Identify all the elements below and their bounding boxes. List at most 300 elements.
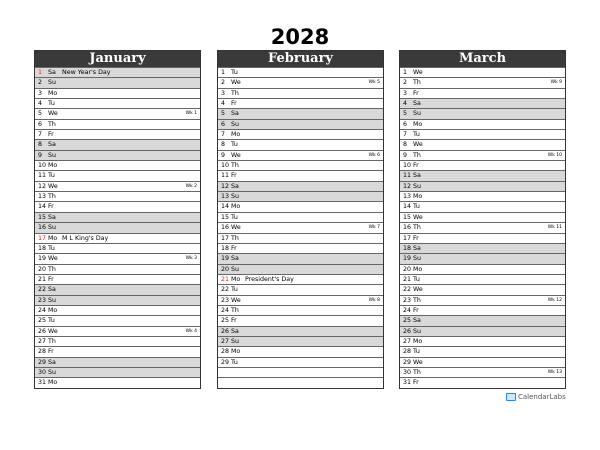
week-number: Wk 7: [368, 225, 380, 231]
day-row: [35, 170, 200, 180]
weekday: Th: [231, 234, 239, 242]
day-number: 9: [221, 151, 226, 159]
weekday: Th: [231, 162, 239, 170]
day-number: 14: [403, 203, 412, 211]
day-number: 13: [221, 193, 230, 201]
day-number: 10: [38, 162, 47, 170]
day-number: 5: [403, 110, 408, 118]
weekday: Su: [413, 255, 421, 263]
day-row: [35, 326, 200, 336]
weekday: Su: [413, 327, 421, 335]
day-row: [400, 284, 565, 294]
day-number: 4: [403, 100, 408, 108]
day-number: 20: [221, 265, 230, 273]
day-number: 13: [403, 193, 412, 201]
weekday: Tu: [413, 275, 420, 283]
day-number: 8: [221, 141, 226, 149]
day-row: [218, 119, 383, 129]
weekday: Su: [413, 110, 421, 118]
day-row: [400, 357, 565, 367]
day-row: [218, 264, 383, 274]
day-row: [400, 315, 565, 325]
day-number: 19: [38, 255, 47, 263]
day-row: [218, 336, 383, 346]
weekday: Fr: [48, 348, 54, 356]
day-row: [35, 150, 200, 160]
week-number: Wk 10: [547, 152, 562, 158]
weekday: Mo: [48, 379, 58, 387]
weekday: We: [231, 79, 241, 87]
week-number: Wk 5: [368, 80, 380, 86]
day-row: [400, 181, 565, 191]
weekday: Su: [231, 120, 239, 128]
day-number: 15: [221, 213, 230, 221]
weekday: Fr: [413, 306, 419, 314]
day-row: [35, 367, 200, 377]
day-number: 28: [403, 348, 412, 356]
weekday: Tu: [413, 348, 420, 356]
month-header: January: [35, 51, 200, 67]
day-number: 31: [403, 379, 412, 387]
day-row: [400, 201, 565, 211]
day-row: [218, 346, 383, 356]
day-row: [400, 160, 565, 170]
weekday: Tu: [231, 358, 238, 366]
day-row: [218, 233, 383, 243]
weekday: Mo: [413, 337, 423, 345]
weekday: We: [231, 296, 241, 304]
day-number: 2: [403, 79, 408, 87]
weekday: Th: [231, 89, 239, 97]
day-number: 10: [403, 162, 412, 170]
day-row: [35, 295, 200, 305]
day-number: 2: [221, 79, 226, 87]
day-row: [218, 284, 383, 294]
day-row: [218, 201, 383, 211]
day-row: [35, 119, 200, 129]
day-number: 30: [38, 368, 47, 376]
day-number: 29: [221, 358, 230, 366]
weekday: We: [413, 358, 423, 366]
day-number: 8: [38, 141, 43, 149]
weekday: Th: [231, 306, 239, 314]
day-number: 14: [38, 203, 47, 211]
day-row: [35, 222, 200, 232]
weekday: Th: [48, 337, 56, 345]
weekday: Fr: [231, 244, 237, 252]
day-number: 16: [38, 224, 47, 232]
day-row: [218, 315, 383, 325]
day-number: 4: [221, 100, 226, 108]
weekday: Su: [413, 182, 421, 190]
day-row: [400, 295, 565, 305]
day-number: 21: [38, 275, 47, 283]
weekday: Tu: [231, 286, 238, 294]
day-number: 6: [403, 120, 408, 128]
day-row: [35, 336, 200, 346]
day-row: [35, 253, 200, 263]
weekday: Mo: [231, 203, 241, 211]
week-number: Wk 13: [547, 369, 562, 375]
day-number: 26: [38, 327, 47, 335]
day-number: 12: [38, 182, 47, 190]
day-number: 17: [221, 234, 230, 242]
holiday-label: M L King's Day: [62, 234, 109, 242]
day-row: [218, 357, 383, 367]
day-row: [35, 77, 200, 87]
day-row: [35, 98, 200, 108]
empty-day-row: [218, 367, 383, 377]
weekday: We: [48, 182, 58, 190]
weekday: Th: [413, 151, 421, 159]
day-row: [218, 181, 383, 191]
day-number: 5: [221, 110, 226, 118]
day-row: [400, 336, 565, 346]
day-number: 12: [403, 182, 412, 190]
weekday: Fr: [231, 317, 237, 325]
day-row: [218, 305, 383, 315]
day-number: 14: [221, 203, 230, 211]
day-row: [400, 119, 565, 129]
day-number: 15: [403, 213, 412, 221]
day-row: [218, 160, 383, 170]
day-row: [35, 315, 200, 325]
day-number: 16: [403, 224, 412, 232]
month-february: [217, 50, 384, 389]
day-row: [35, 357, 200, 367]
weekday: Fr: [48, 203, 54, 211]
day-row: [400, 139, 565, 149]
day-row: [35, 274, 200, 284]
weekday: We: [48, 110, 58, 118]
day-row: [218, 243, 383, 253]
weekday: Su: [231, 193, 239, 201]
day-row: [400, 377, 565, 387]
weekday: Sa: [413, 317, 421, 325]
day-number: 26: [221, 327, 230, 335]
week-number: Wk 6: [368, 152, 380, 158]
weekday: Tu: [231, 69, 238, 76]
weekday: Mo: [48, 162, 58, 170]
day-number: 25: [403, 317, 412, 325]
day-row: [218, 67, 383, 77]
day-row: [35, 243, 200, 253]
weekday: Mo: [48, 234, 58, 242]
weekday: Mo: [48, 89, 58, 97]
day-row: [400, 98, 565, 108]
weekday: Su: [48, 368, 56, 376]
day-number: 16: [221, 224, 230, 232]
day-number: 20: [38, 265, 47, 273]
weekday: Fr: [231, 100, 237, 108]
day-row: [35, 212, 200, 222]
weekday: Su: [48, 79, 56, 87]
day-number: 29: [38, 358, 47, 366]
day-number: 28: [221, 348, 230, 356]
day-row: [218, 98, 383, 108]
weekday: Fr: [413, 234, 419, 242]
weekday: Fr: [48, 275, 54, 283]
day-row: [400, 264, 565, 274]
holiday-label: President's Day: [245, 275, 294, 283]
day-number: 27: [221, 337, 230, 345]
day-number: 30: [403, 368, 412, 376]
day-row: [400, 88, 565, 98]
day-row: [35, 108, 200, 118]
weekday: Mo: [231, 275, 241, 283]
day-row: [400, 233, 565, 243]
day-number: 25: [221, 317, 230, 325]
day-number: 18: [221, 244, 230, 252]
day-number: 11: [38, 172, 47, 180]
day-number: 26: [403, 327, 412, 335]
day-row: [35, 284, 200, 294]
weekday: Tu: [413, 131, 420, 139]
day-number: 11: [403, 172, 412, 180]
weekday: Sa: [48, 286, 56, 294]
day-number: 8: [403, 141, 408, 149]
weekday: Su: [48, 151, 56, 159]
day-row: [400, 253, 565, 263]
logo-text: CalendarLabs: [518, 393, 566, 401]
week-number: Wk 8: [368, 297, 380, 303]
day-number: 18: [403, 244, 412, 252]
day-row: [35, 264, 200, 274]
day-number: 22: [403, 286, 412, 294]
weekday: Sa: [231, 255, 239, 263]
day-number: 1: [403, 69, 408, 76]
weekday: Th: [413, 368, 421, 376]
day-number: 1: [38, 69, 43, 76]
day-number: 19: [403, 255, 412, 263]
day-row: [218, 274, 383, 284]
day-number: 24: [221, 306, 230, 314]
day-row: [218, 295, 383, 305]
day-row: [218, 150, 383, 160]
day-row: [400, 108, 565, 118]
day-row: [400, 243, 565, 253]
day-number: 28: [38, 348, 47, 356]
weekday: Sa: [231, 110, 239, 118]
weekday: Tu: [231, 213, 238, 221]
day-row: [400, 367, 565, 377]
day-number: 17: [403, 234, 412, 242]
week-number: Wk 9: [550, 80, 562, 86]
day-row: [35, 160, 200, 170]
weekday: We: [48, 327, 58, 335]
day-number: 23: [221, 296, 230, 304]
weekday: We: [231, 151, 241, 159]
day-row: [35, 377, 200, 387]
day-row: [35, 129, 200, 139]
day-number: 21: [221, 275, 230, 283]
day-number: 27: [38, 337, 47, 345]
day-number: 22: [38, 286, 47, 294]
day-row: [400, 77, 565, 87]
weekday: Sa: [231, 182, 239, 190]
day-number: 3: [221, 89, 226, 97]
weekday: Tu: [48, 100, 55, 108]
weekday: We: [231, 224, 241, 232]
day-number: 7: [403, 131, 408, 139]
weekday: Su: [231, 265, 239, 273]
week-number: Wk 1: [185, 111, 197, 117]
day-row: [218, 139, 383, 149]
day-number: 6: [38, 120, 43, 128]
day-row: [35, 346, 200, 356]
day-row: [218, 212, 383, 222]
day-row: [400, 305, 565, 315]
day-number: 31: [38, 379, 47, 387]
day-number: 2: [38, 79, 43, 87]
day-row: [218, 129, 383, 139]
weekday: Sa: [413, 172, 421, 180]
weekday: Fr: [231, 172, 237, 180]
day-row: [218, 222, 383, 232]
holiday-label: New Year's Day: [62, 69, 111, 76]
calendar-icon: [506, 393, 516, 401]
year-title: 2028: [270, 25, 330, 49]
day-row: [218, 88, 383, 98]
week-number: Wk 4: [185, 328, 197, 334]
weekday: Sa: [231, 327, 239, 335]
weekday: Th: [413, 224, 421, 232]
weekday: Th: [48, 265, 56, 273]
weekday: Sa: [413, 244, 421, 252]
day-row: [400, 129, 565, 139]
day-number: 1: [221, 69, 226, 76]
day-number: 25: [38, 317, 47, 325]
weekday: Su: [231, 337, 239, 345]
weekday: Th: [48, 193, 56, 201]
day-row: [400, 346, 565, 356]
day-number: 9: [403, 151, 408, 159]
month-january: [34, 50, 201, 389]
day-number: 11: [221, 172, 230, 180]
day-row: [400, 150, 565, 160]
weekday: Sa: [413, 100, 421, 108]
day-row: [218, 253, 383, 263]
day-row: [400, 326, 565, 336]
day-row: [218, 77, 383, 87]
day-number: 4: [38, 100, 43, 108]
day-number: 15: [38, 213, 47, 221]
weekday: Tu: [48, 172, 55, 180]
weekday: Fr: [413, 89, 419, 97]
day-row: [35, 67, 200, 77]
day-number: 17: [38, 234, 47, 242]
weekday: We: [48, 255, 58, 263]
weekday: Fr: [413, 379, 419, 387]
day-row: [400, 170, 565, 180]
day-number: 27: [403, 337, 412, 345]
day-number: 7: [38, 131, 43, 139]
day-row: [218, 108, 383, 118]
day-number: 24: [403, 306, 412, 314]
day-number: 9: [38, 151, 43, 159]
day-row: [400, 222, 565, 232]
weekday: Tu: [413, 203, 420, 211]
weekday: Fr: [48, 131, 54, 139]
weekday: Th: [413, 296, 421, 304]
day-number: 23: [403, 296, 412, 304]
day-number: 22: [221, 286, 230, 294]
month-march: [399, 50, 566, 389]
day-row: [35, 139, 200, 149]
day-row: [35, 191, 200, 201]
weekday: Su: [48, 296, 56, 304]
day-row: [35, 181, 200, 191]
weekday: Mo: [413, 265, 423, 273]
empty-day-row: [218, 377, 383, 387]
day-row: [218, 170, 383, 180]
day-number: 23: [38, 296, 47, 304]
day-row: [218, 326, 383, 336]
weekday: We: [413, 69, 423, 76]
weekday: Mo: [231, 131, 241, 139]
weekday: Tu: [48, 244, 55, 252]
day-row: [400, 67, 565, 77]
day-row: [35, 201, 200, 211]
day-number: 3: [38, 89, 43, 97]
day-number: 12: [221, 182, 230, 190]
weekday: Su: [48, 224, 56, 232]
day-row: [400, 191, 565, 201]
day-row: [218, 191, 383, 201]
weekday: Fr: [413, 162, 419, 170]
day-row: [400, 274, 565, 284]
weekday: Tu: [48, 317, 55, 325]
week-number: Wk 2: [185, 183, 197, 189]
week-number: Wk 11: [547, 225, 562, 231]
day-number: 3: [403, 89, 408, 97]
weekday: We: [413, 286, 423, 294]
day-number: 5: [38, 110, 43, 118]
weekday: Sa: [48, 69, 56, 76]
day-number: 13: [38, 193, 47, 201]
day-row: [400, 212, 565, 222]
weekday: We: [413, 213, 423, 221]
day-number: 24: [38, 306, 47, 314]
calendarlabs-logo: [506, 392, 596, 404]
day-number: 18: [38, 244, 47, 252]
weekday: Mo: [413, 193, 423, 201]
day-number: 29: [403, 358, 412, 366]
day-row: [35, 88, 200, 98]
day-number: 19: [221, 255, 230, 263]
weekday: Mo: [48, 306, 58, 314]
week-number: Wk 12: [547, 297, 562, 303]
weekday: Mo: [413, 120, 423, 128]
weekday: Tu: [231, 141, 238, 149]
day-number: 10: [221, 162, 230, 170]
day-number: 6: [221, 120, 226, 128]
week-number: Wk 3: [185, 256, 197, 262]
weekday: Th: [413, 79, 421, 87]
weekday: Sa: [48, 213, 56, 221]
weekday: Th: [48, 120, 56, 128]
day-number: 7: [221, 131, 226, 139]
weekday: We: [413, 141, 423, 149]
weekday: Sa: [48, 141, 56, 149]
month-header: March: [400, 51, 565, 67]
month-header: February: [218, 51, 383, 67]
day-row: [35, 305, 200, 315]
day-number: 21: [403, 275, 412, 283]
weekday: Mo: [231, 348, 241, 356]
weekday: Sa: [48, 358, 56, 366]
day-row: [35, 233, 200, 243]
